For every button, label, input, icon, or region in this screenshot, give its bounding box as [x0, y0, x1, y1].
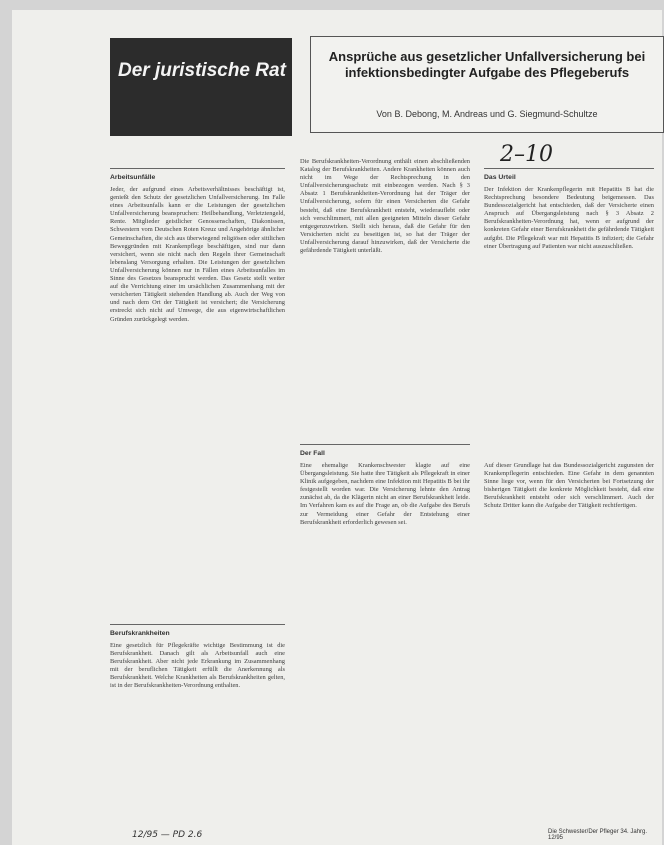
body-text — [300, 462, 470, 822]
divider — [110, 168, 285, 169]
section-heading: Das Urteil — [484, 174, 516, 181]
section-heading: Der Fall — [300, 450, 325, 457]
paragraph: Eine ehemalige Krankenschwester klagte auf eine Übergangsleistung. Sie hatte ihre Tätigkeit als Pflegekraft in einer Klinik aufgegeben, nachdem eine Infektion mit Hepatitis B bei ihr festgestellt worden war. Die Versicherung lehnte den Antrag zunächst ab, da die Klägerin nicht an einer Berufskrankheit leide. Im Verfahren kam es auf die Frage an, ob die Aufgabe des Berufs zur Vermeidung einer Gefahr der Entstehung einer Berufskrankheit erforderlich gewesen sei. — [300, 462, 470, 526]
paragraph: Jeder, der aufgrund eines Arbeitsverhältnisses beschäftigt ist, genießt den Schutz der gesetzlichen Unfallversicherung. Im Falle eines Arbeitsunfalls kann er die Leistungen der gesetzlichen Unfallversicherung beanspruchen: Heilbehandlung, Verletztengeld, Rente. Mitglieder geistlicher Genossenschaften, Diakonissen, Schwestern vom Deutschen Roten Kreuz und Angehörige ähnlicher Gemeinschaften, die sich aus überwiegend religiösen oder sittlichen Beweggründen mit Krankenpflege beschäftigen, sind nur dann versichert, wenn sie nicht nach den Regeln ihrer Gemeinschaft lebenslang Versorgung erhalten. Die Leistungen der gesetzlichen Unfallversicherung können nur in Fällen eines Arbeitsunfalles im Sinne des Gesetzes beansprucht werden. Das Gesetz stellt weiter auf die Verrichtung einer im ursächlichen Zusammenhang mit der versicherten Tätigkeit stehenden Handlung ab. Auch der Weg von und nach dem Ort der Tätigkeit ist versichert; die Versicherung erstreckt sich nicht auf Umwege, die aus eigenwirtschaftlichen Gründen zurückgelegt werden. — [110, 186, 285, 323]
divider — [484, 168, 654, 169]
divider — [300, 444, 470, 445]
article-authors: Von B. Debong, M. Andreas und G. Siegmund-Schultze — [376, 109, 598, 119]
body-text — [110, 186, 285, 620]
title-box — [310, 36, 664, 133]
section-heading: Berufskrankheiten — [110, 630, 170, 637]
page-note: 12/95 — PD 2.6 — [132, 830, 203, 840]
paragraph: Auf dieser Grundlage hat das Bundessozialgericht zugunsten der Krankenpflegerin entschieden. Eine Gefahr in dem genannten Sinne liege vor, wenn für den Versicherten bei Fortsetzung der bisherigen Tätigkeit die konkrete Möglichkeit besteht, daß eine Berufskrankheit entsteht oder sich verschlimmert. Auch der Schutz Dritter kann die Aufgabe der Tätigkeit rechtfertigen. — [484, 462, 654, 510]
paragraph: Der Infektion der Krankenpflegerin mit Hepatitis B hat die Rechtsprechung besondere Bedeutung beigemessen. Das Bundessozialgericht hat entschieden, daß der Versicherte einen Anspruch auf Übergangsleistung nach § 3 Absatz 2 Berufskrankheiten-Verordnung hat, wenn er aufgrund der konkreten Gefahr einer Berufskrankheit die gefährdende Tätigkeit aufgibt. Die Pflegekraft war mit Hepatitis B infiziert; die Gefahr einer Übertragung auf Patienten war nicht auszuschließen. — [484, 186, 654, 250]
body-text — [484, 186, 654, 456]
page — [12, 10, 662, 845]
body-text — [484, 462, 654, 818]
body-text — [110, 642, 285, 822]
column-banner — [110, 38, 292, 136]
paragraph: Die Berufskrankheiten-Verordnung enthält einen abschließenden Katalog der Berufskrankheiten. Andere Krankheiten können auch nicht im Wege der Rechtsprechung in den Unfallversicherungsschutz mit einbezogen werden. Nach § 3 Absatz 1 Berufskrankheiten-Verordnung hat der Träger der Unfallversicherung, sofern für einen Versicherten die Gefahr besteht, daß eine Berufskrankheit entsteht, wiederauflebt oder sich verschlimmert, mit allen geeigneten Mitteln dieser Gefahr entgegenzuwirken. Stellt sich heraus, daß die Gefahr für den Versicherten nicht zu beseitigen ist, so hat der Träger der Unfallversicherung darauf hinzuwirken, daß der Versicherte die gefährdende Tätigkeit unterläßt. — [300, 158, 470, 255]
divider — [110, 624, 285, 625]
handwritten-note: 2–10 — [500, 142, 553, 167]
paragraph: Eine gesetzlich für Pflegekräfte wichtige Bestimmung ist die Berufskrankheit. Danach gilt als Arbeitsunfall auch eine Berufskrankheit. Aber nicht jede Erkrankung im Zusammenhang mit der beruflichen Tätigkeit erfüllt die Anerkennung als Berufskrankheit. Welche Krankheiten als Berufskrankheiten gelten, ist in der Berufskrankheiten-Verordnung enthalten. — [110, 642, 285, 690]
journal-footer: Die Schwester/Der Pfleger 34. Jahrg. 12/95 — [548, 829, 648, 841]
column-label: Der juristische Rat — [118, 60, 286, 81]
body-text — [300, 158, 470, 440]
section-heading: Arbeitsunfälle — [110, 174, 156, 181]
article-title: Ansprüche aus gesetzlicher Unfallversicherung bei infektionsbedingter Aufgabe des Pflegeberufs — [328, 49, 646, 80]
